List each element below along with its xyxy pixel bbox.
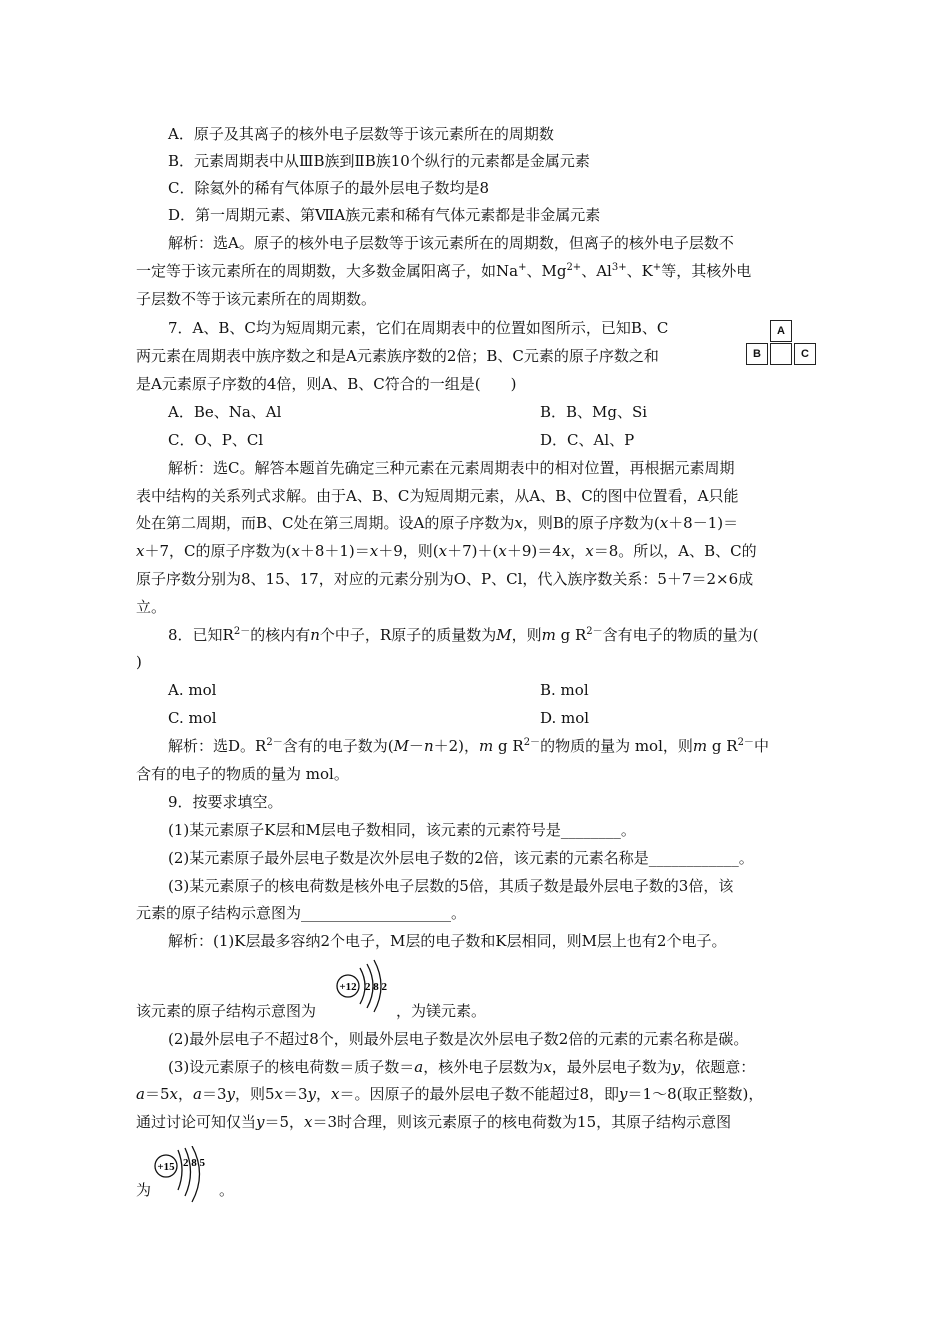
q6-option-a: A．原子及其离子的核外电子层数等于该元素所在的周期数: [168, 125, 554, 143]
q9-part2: (2)某元素原子最外层电子数是次外层电子数的2倍，该元素的元素名称是____________。: [168, 849, 754, 867]
q9-answer-line4: (3)设元素原子的核电荷数＝质子数＝a，核外电子层数为x，最外层电子数为y，依题意：: [168, 1058, 756, 1076]
q6-answer-line3: 子层数不等于该元素所在的周期数。: [136, 290, 377, 308]
q7-option-b: B．B、Mg、Si: [540, 403, 648, 421]
q9-part3-line2: 元素的原子结构示意图为____________________。: [136, 904, 467, 922]
cell-b: B: [746, 343, 768, 365]
cell-a: A: [770, 320, 792, 342]
q6-option-c: C．除氦外的稀有气体原子的最外层电子数均是8: [168, 179, 490, 197]
q9-title: 9．按要求填空。: [168, 793, 283, 811]
nucleus-charge: +15: [157, 1161, 175, 1173]
q8-stem-line1: 8．已知$R^{2-}$的核内有n个中子，R原子的质量数为M，则m g $R^{2-}$含有电子的物质的量为(: [168, 626, 759, 644]
q9-part1: (1)某元素原子K层和M层电子数相同，该元素的元素符号是________。: [168, 821, 636, 839]
q7-answer-line3: 处在第二周期，而B、C处在第三周期。设A的原子序数为x，则B的原子序数为(x＋8－1)＝: [136, 514, 739, 532]
electron-counts: 2 8 2: [365, 981, 387, 993]
q8-answer-line1: 解析：选D。$R^{2-}$含有的电子数为(M－n＋2)，m g $R^{2-}$的物质的量为 mol，则m g $R^{2-}$中: [168, 737, 769, 755]
q7-option-c: C．O、P、Cl: [168, 431, 264, 449]
q6-answer-line1: 解析：选A。原子的核外电子层数等于该元素所在的周期数，但离子的核外电子层数不: [168, 234, 734, 252]
q8-option-d: D. mol: [540, 709, 590, 727]
q6-option-b: B．元素周期表中从ⅢB族到ⅡB族10个纵行的元素都是金属元素: [168, 152, 590, 170]
q9-answer-line1: 解析：(1)K层最多容纳2个电子，M层的电子数和K层相同，则M层上也有2个电子。: [168, 932, 727, 950]
q7-answer-line5: 原子序数分别为8、15、17，对应的元素分别为O、P、Cl，代入族序数关系：5＋7＝2×6成: [136, 570, 754, 588]
q7-answer-line6: 立。: [136, 598, 167, 616]
q7-stem-line2: 两元素在周期表中族序数之和是A元素族序数的2倍；B、C元素的原子序数之和: [136, 347, 659, 365]
q8-option-a: A. mol: [168, 681, 217, 699]
q7-answer-line2: 表中结构的关系列式求解。由于A、B、C为短周期元素，从A、B、C的图中位置看，A只能: [136, 487, 739, 505]
q8-option-b: B. mol: [540, 681, 589, 699]
q7-stem-line1: 7．A、B、C均为短周期元素，它们在周期表中的位置如图所示，已知B、C: [168, 319, 669, 337]
q9-answer-line6: 通过讨论可知仅当y＝5，x＝3时合理，则该元素原子的核电荷数为15，其原子结构示意图: [136, 1113, 732, 1131]
q6-answer-line2: 一定等于该元素所在的周期数，大多数金属阳离子，如Na+、$Mg^{2+}$、$Al^{3+}$、K+等，其核外电: [136, 262, 752, 280]
q9-answer-line5: a＝5x，a＝3y，则5x＝3y，x＝。因原子的最外层电子数不能超过8，即y＝1～8(取正整数)，: [136, 1085, 764, 1103]
cell-c: C: [794, 343, 816, 365]
q9-answer-line2: 该元素的原子结构示意图为 ，为镁元素。: [136, 1002, 487, 1020]
q8-option-c: C. mol: [168, 709, 217, 727]
q9-answer-line3: (2)最外层电子不超过8个，则最外层电子数是次外层电子数2倍的元素的元素名称是碳。: [168, 1030, 749, 1048]
q7-option-a: A．Be、Na、Al: [168, 403, 282, 421]
q9-answer-line7: 为 。: [136, 1181, 235, 1199]
electron-counts: 2 8 5: [183, 1157, 205, 1169]
periodic-table-position-figure: [746, 320, 816, 370]
cell-empty: [770, 343, 792, 365]
q7-answer-line1: 解析：选C。解答本题首先确定三种元素在元素周期表中的相对位置，再根据元素周期: [168, 459, 735, 477]
q9-part3-line1: (3)某元素原子的核电荷数是核外电子层数的5倍，其质子数是最外层电子数的3倍，该: [168, 877, 734, 895]
q6-option-d: D．第一周期元素、第ⅦA族元素和稀有气体元素都是非金属元素: [168, 206, 601, 224]
q7-stem-line3: 是A元素原子序数的4倍，则A、B、C符合的一组是( ): [136, 375, 517, 393]
q8-answer-line2: 含有的电子的物质的量为 mol。: [136, 765, 349, 783]
q8-stem-line2: ): [136, 653, 142, 671]
q7-option-d: D．C、Al、P: [540, 431, 635, 449]
nucleus-charge: +12: [339, 981, 357, 993]
q7-answer-line4: x＋7，C的原子序数为(x＋8＋1)＝x＋9，则(x＋7)＋(x＋9)＝4x，x＝8。所以，A、B、C的: [136, 542, 757, 560]
